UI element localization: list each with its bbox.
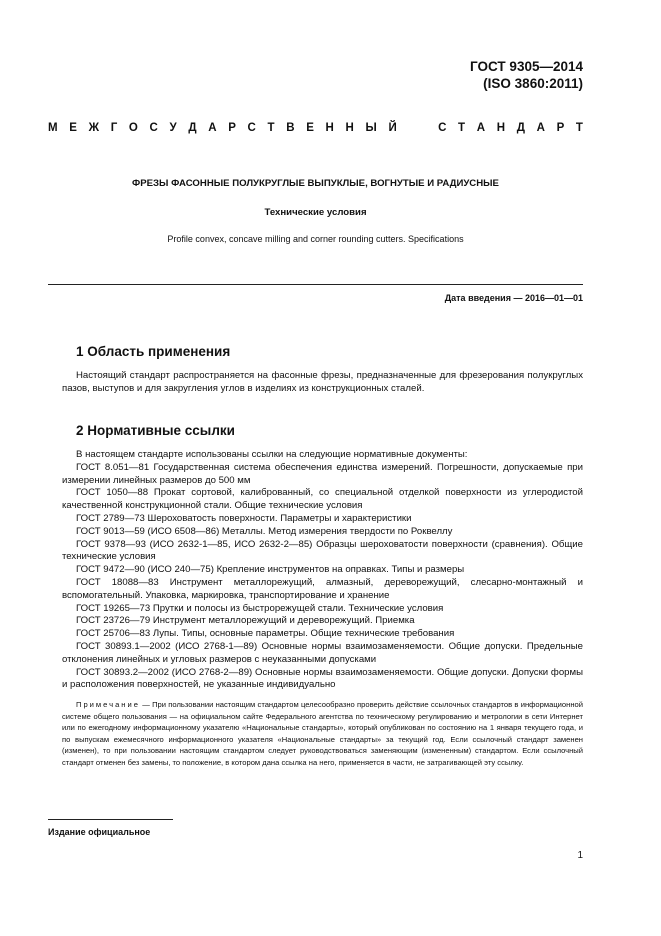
heading-letter: Т — [575, 122, 583, 134]
section-1-text — [62, 370, 583, 396]
heading-letter: Г — [110, 122, 118, 134]
heading-letter: С — [438, 122, 447, 134]
note-label: Примечание — [76, 700, 140, 709]
heading-letter: Е — [306, 122, 314, 134]
heading-letter: В — [286, 122, 295, 134]
word-gap — [408, 122, 426, 134]
heading-letter: О — [128, 122, 138, 134]
page-number: 1 — [577, 850, 583, 861]
heading-letter: Т — [267, 122, 275, 134]
heading-letter: Д — [188, 122, 197, 134]
note-text: — При пользовании настоящим стандартом целесообразно проверить действие ссылочных стандартов в информационной системе общего пользования — на официальном сайте Федерального агентства по техническому регулированию и метрологии в сети Интернет или по ежегодному информационному указателю «Национальные стандарты», который опубликован по состоянию на 1 января текущего года, и по выпускам ежемесячного информационного указателя «Национальные стандарты» за текущий год. Если ссылочный стандарт заменен (изменен), то при пользовании настоящим стандартом следует руководствоваться заменяющим (измененным) стандартом. Если ссылочный стандарт отменен без замены, то положение, в котором дана ссылка на него, применяется в части, не затрагивающей эту ссылку. — [62, 700, 583, 767]
heading-letter: А — [476, 122, 486, 134]
gost-designation — [470, 58, 583, 92]
document-subtitle: Технические условия — [264, 207, 367, 218]
heading-letter: С — [247, 122, 256, 134]
reference-item: ГОСТ 25706—83 Лупы. Типы, основные параметры. Общие технические требования — [76, 628, 455, 640]
heading-letter: Ы — [365, 122, 377, 134]
reference-item: ГОСТ 9378—93 (ИСО 2632-1—85, ИСО 2632-2—85) Образцы шероховатости поверхности (сравнения). Общие технические условия — [62, 538, 583, 563]
reference-item: ГОСТ 8.051—81 Государственная система обеспечения единства измерений. Погрешности, допускаемые при измерении линейных размеров до 500 мм — [62, 461, 583, 486]
paragraph: Настоящий стандарт распространяется на фасонные фрезы, предназначенные для фрезерования полукруглых пазов, выступов и для закругления углов в изделиях из конструкционных сталей. — [62, 370, 583, 394]
heading-letter: Д — [516, 122, 525, 134]
standard-type-heading — [48, 122, 583, 134]
iso-number: (ISO 3860:2011) — [483, 76, 583, 91]
heading-letter: Н — [325, 122, 334, 134]
effective-date: Дата введения — 2016—01—01 — [444, 293, 583, 303]
reference-item: В настоящем стандарте использованы ссылки на следующие нормативные документы: — [76, 449, 468, 460]
heading-letter: Н — [345, 122, 354, 134]
reference-item: ГОСТ 9472—90 (ИСО 240—75) Крепление инструментов на оправках. Типы и размеры — [76, 564, 465, 576]
section-2-references — [62, 449, 583, 692]
reference-item: ГОСТ 1050—88 Прокат сортовой, калиброванный, со специальной отделкой поверхности из углеродистой качественной конструкционной стали. Общие технические условия — [62, 487, 583, 512]
heading-letter: М — [48, 122, 58, 134]
reference-item: ГОСТ 18088—83 Инструмент металлорежущий, алмазный, дереворежущий, слесарно-монтажный и вспомогательный. Упаковка, маркировка, транспортирование и хранение — [62, 576, 583, 601]
footer-divider — [48, 819, 173, 820]
heading-letter: Н — [496, 122, 506, 134]
section-1-heading: 1 Область применения — [76, 344, 231, 359]
heading-letter: А — [208, 122, 217, 134]
gost-number: ГОСТ 9305—2014 — [470, 59, 583, 74]
divider — [48, 284, 583, 285]
reference-item: ГОСТ 30893.1—2002 (ИСО 2768-1—89) Основные нормы взаимозаменяемости. Общие допуски. Предельные отклонения линейных и угловых размеров с неуказанными допусками — [62, 640, 583, 665]
section-2-heading: 2 Нормативные ссылки — [76, 423, 235, 438]
heading-letter: Й — [388, 122, 397, 134]
heading-letter: С — [149, 122, 158, 134]
reference-item: ГОСТ 19265—73 Прутки и полосы из быстрорежущей стали. Технические условия — [76, 602, 444, 614]
reference-item: ГОСТ 30893.2—2002 (ИСО 2768-2—89) Основные нормы взаимозаменяемости. Общие допуски. Допуски формы и расположения поверхностей, не указанные индивидуально — [62, 666, 583, 691]
document-title: ФРЕЗЫ ФАСОННЫЕ ПОЛУКРУГЛЫЕ ВЫПУКЛЫЕ, ВОГНУТЫЕ И РАДИУСНЫЕ — [132, 178, 499, 189]
heading-letter: Ж — [88, 122, 100, 134]
heading-letter: А — [536, 122, 545, 134]
heading-letter: Р — [556, 122, 565, 134]
reference-item: ГОСТ 23726—79 Инструмент металлорежущий и дереворежущий. Приемка — [76, 615, 415, 627]
note — [62, 699, 583, 768]
official-edition: Издание официальное — [48, 827, 151, 837]
english-title: Profile convex, concave milling and corner rounding cutters. Specifications — [167, 234, 464, 244]
heading-letter: Т — [458, 122, 466, 134]
reference-item: ГОСТ 9013—59 (ИСО 6508—86) Металлы. Метод измерения твердости по Роквеллу — [76, 525, 453, 537]
heading-letter: Р — [228, 122, 236, 134]
heading-letter: Е — [69, 122, 77, 134]
reference-item: ГОСТ 2789—73 Шероховатость поверхности. Параметры и характеристики — [76, 512, 412, 524]
heading-letter: У — [169, 122, 177, 134]
